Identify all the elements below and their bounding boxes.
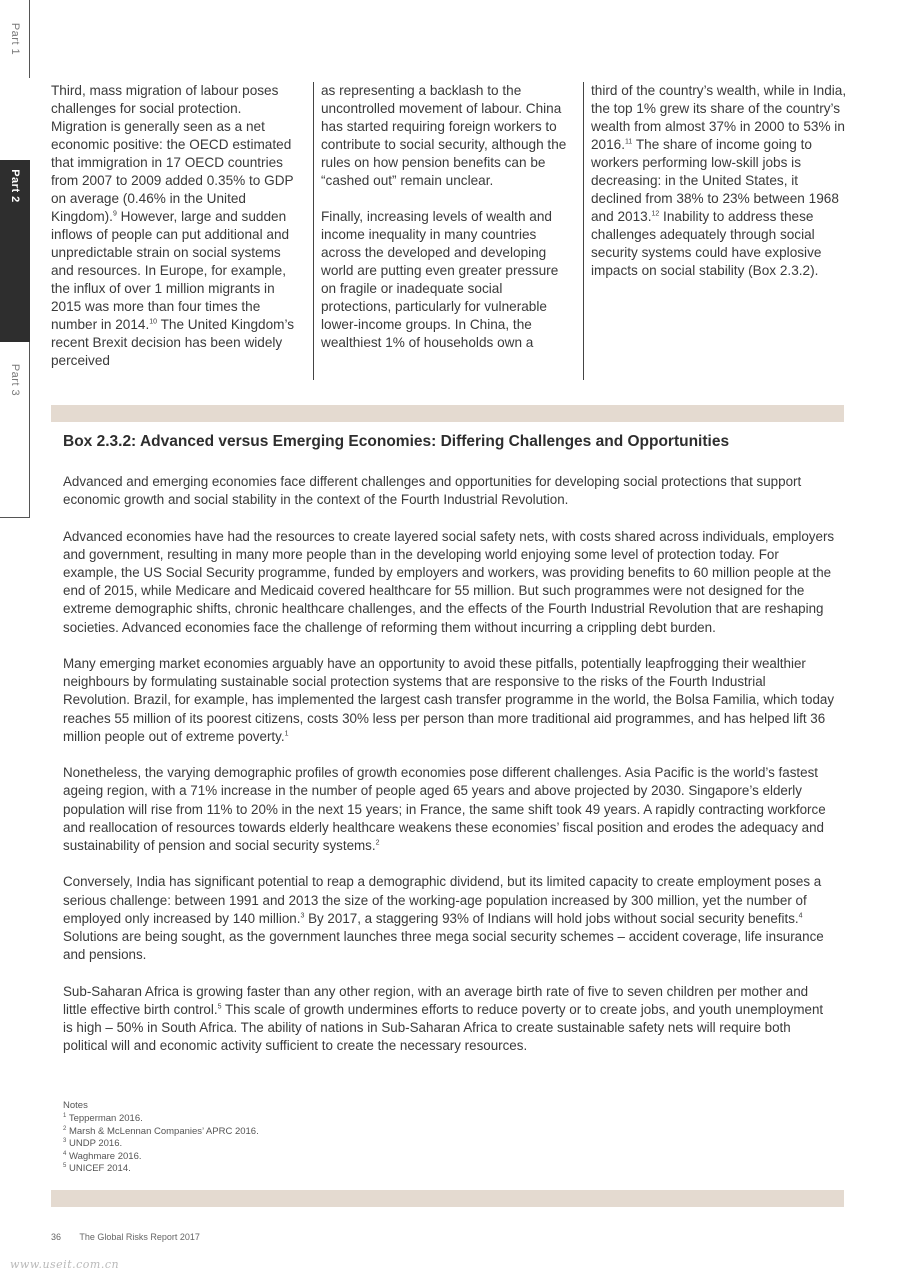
side-tab-part-1[interactable]: [0, 0, 30, 78]
report-title: The Global Risks Report 2017: [79, 1232, 200, 1242]
footnote-ref: 10: [149, 318, 158, 326]
note-item: $^3$ UNDP 2016.: [63, 1138, 123, 1150]
side-tab-part-3[interactable]: [0, 340, 30, 518]
box-paragraph: Sub-Saharan Africa is growing faster than any other region, with an average birth rate of five to seven children per mother and little effective birth control.$^5$ This scale of growth undermines efforts to reduce poverty or to create jobs, and youth unemployment is high – 50% in South Africa. The ability of nations in Sub-Saharan Africa to create sustainable safety nets will require both political will and economic activity sufficient to create the necessary resources.: [63, 983, 824, 1054]
column-3: [591, 82, 849, 380]
page-number: 36: [51, 1232, 62, 1242]
footnote-ref: 3: [300, 912, 305, 920]
note-item: $^5$ UNICEF 2014.: [63, 1162, 131, 1175]
column-divider: [583, 82, 584, 380]
footnote-ref: 9: [112, 210, 117, 218]
page-footer: [51, 1232, 216, 1242]
footnote-ref: 12: [651, 210, 660, 218]
column-2: [321, 82, 571, 380]
box-top-bar: [51, 405, 844, 422]
box-title: Box 2.3.2: Advanced versus Emerging Economies: Differing Challenges and Opportunities: [63, 433, 730, 450]
info-box: [51, 405, 844, 1207]
box-content: [63, 433, 835, 1074]
footnote-ref: 4: [798, 912, 803, 920]
side-tab-label: Part 3: [8, 363, 21, 397]
side-tab-label: Part 1: [8, 22, 21, 56]
column-divider: [313, 82, 314, 380]
footnote-ref: 2: [375, 839, 380, 847]
box-paragraph: Many emerging market economies arguably have an opportunity to avoid these pitfalls, potentially leapfrogging their wealthier neighbours by formulating sustainable social protection systems that are responsive to the risks of the Fourth Industrial Revolution. Brazil, for example, has implemented the largest cash transfer programme in the world, the Bolsa Familia, which today reaches 55 million of its poorest citizens, costs 30% less per person than more traditional aid programmes, and has helped lift 36 million people out of extreme poverty.$^1$: [63, 656, 835, 744]
note-item: $^4$ Waghmare 2016.: [63, 1150, 142, 1162]
box-paragraph: Nonetheless, the varying demographic profiles of growth economies pose different challenges. Asia Pacific is the world’s fastest ageing region, with a 71% increase in the number of people aged 65 years and above projected by 2030. Singapore’s elderly population will rise from 11% to 20% in the next 15 years; in France, the same shift took 49 years. A rapidly contracting workforce and reallocation of resources towards elderly healthcare weakens these economies’ fiscal position and erodes the adequacy and sustainability of pension and social security systems.$^2$: [63, 765, 826, 854]
paragraph: Third, mass migration of labour poses challenges for social protection. Migration is generally seen as a net economic positive: the OECD estimated that immigration in 17 OECD countries from 2007 to 2009 added 0.35% to GDP on average (0.46% in the United Kingdom).$^9$ However, large and sudden inflows of people can put additional and unpredictable strain on social systems and resources. In Europe, for example, the influx of over 1 million migrants in 2015 was more than four times the number in 2014.10 The United Kingdom’s recent Brexit decision has been widely perceived: [51, 83, 295, 368]
paragraph: as representing a backlash to the uncontrolled movement of labour. China has started requiring foreign workers to contribute to social security, although the rules on how pension benefits can be “cashed out” remain unclear.: [321, 83, 567, 188]
paragraph: Finally, increasing levels of wealth and income inequality in many countries across the developed and developing world are putting even greater pressure on fragile or inadequate social protections, particularly for vulnerable lower-income groups. In China, the wealthiest 1% of households own a: [321, 209, 559, 350]
footnote-ref: 5: [217, 1003, 222, 1011]
box-bottom-bar: [51, 1190, 844, 1207]
paragraph: third of the country’s wealth, while in India, the top 1% grew its share of the country’s wealth from almost 37% in 2000 to 53% in 2016.11 The share of income going to workers performing low-skill jobs is decreasing: in the United States, it declined from 38% to 23% between 1968 and 2013.12 Inability to address these challenges adequately through social security systems could have explosive impacts on social stability (Box 2.3.2).: [591, 83, 847, 278]
body-columns: [51, 82, 851, 380]
column-1: [51, 82, 299, 380]
box-paragraph: Advanced and emerging economies face different challenges and opportunities for developing social protections that support economic growth and social stability in the context of the Fourth Industrial Revolution.: [63, 474, 802, 508]
footnote-ref: 11: [625, 138, 633, 146]
side-tab-label: Part 2: [9, 169, 21, 203]
footnote-ref: 1: [284, 730, 289, 738]
note-item: $^1$ Tepperman 2016.: [63, 1113, 143, 1125]
box-paragraph: Conversely, India has significant potential to reap a demographic dividend, but its limited capacity to create employment poses a serious challenge: between 1991 and 2013 the size of the working-age population increased by 300 million, yet the number of employed only increased by 140 million.$^3$ By 2017, a staggering 93% of Indians will hold jobs without social security benefits.$^4$ Solutions are being sought, as the government launches three mega social security schemes – accident coverage, life insurance and pensions.: [63, 874, 824, 963]
box-notes: [63, 1100, 259, 1175]
watermark: www.useit.com.cn: [10, 1258, 120, 1271]
note-item: $^2$ Marsh & McLennan Companies’ APRC 2016.: [63, 1125, 259, 1137]
side-tab-part-2-active[interactable]: [0, 160, 30, 342]
box-paragraph: Advanced economies have had the resources to create layered social safety nets, with costs shared across individuals, employers and government, resulting in many more people than in the developing world enjoying some level of protection today. For example, the US Social Security programme, funded by employers and workers, was providing benefits to 60 million people at the end of 2015, while Medicare and Medicaid covered healthcare for 55 million. But such programmes were not designed for the extreme demographic shifts, chronic healthcare challenges, and the effects of the Fourth Industrial Revolution that are reshaping societies. Advanced economies face the challenge of reforming them without incurring a crippling debt burden.: [63, 528, 835, 635]
notes-heading: Notes: [63, 1100, 88, 1111]
